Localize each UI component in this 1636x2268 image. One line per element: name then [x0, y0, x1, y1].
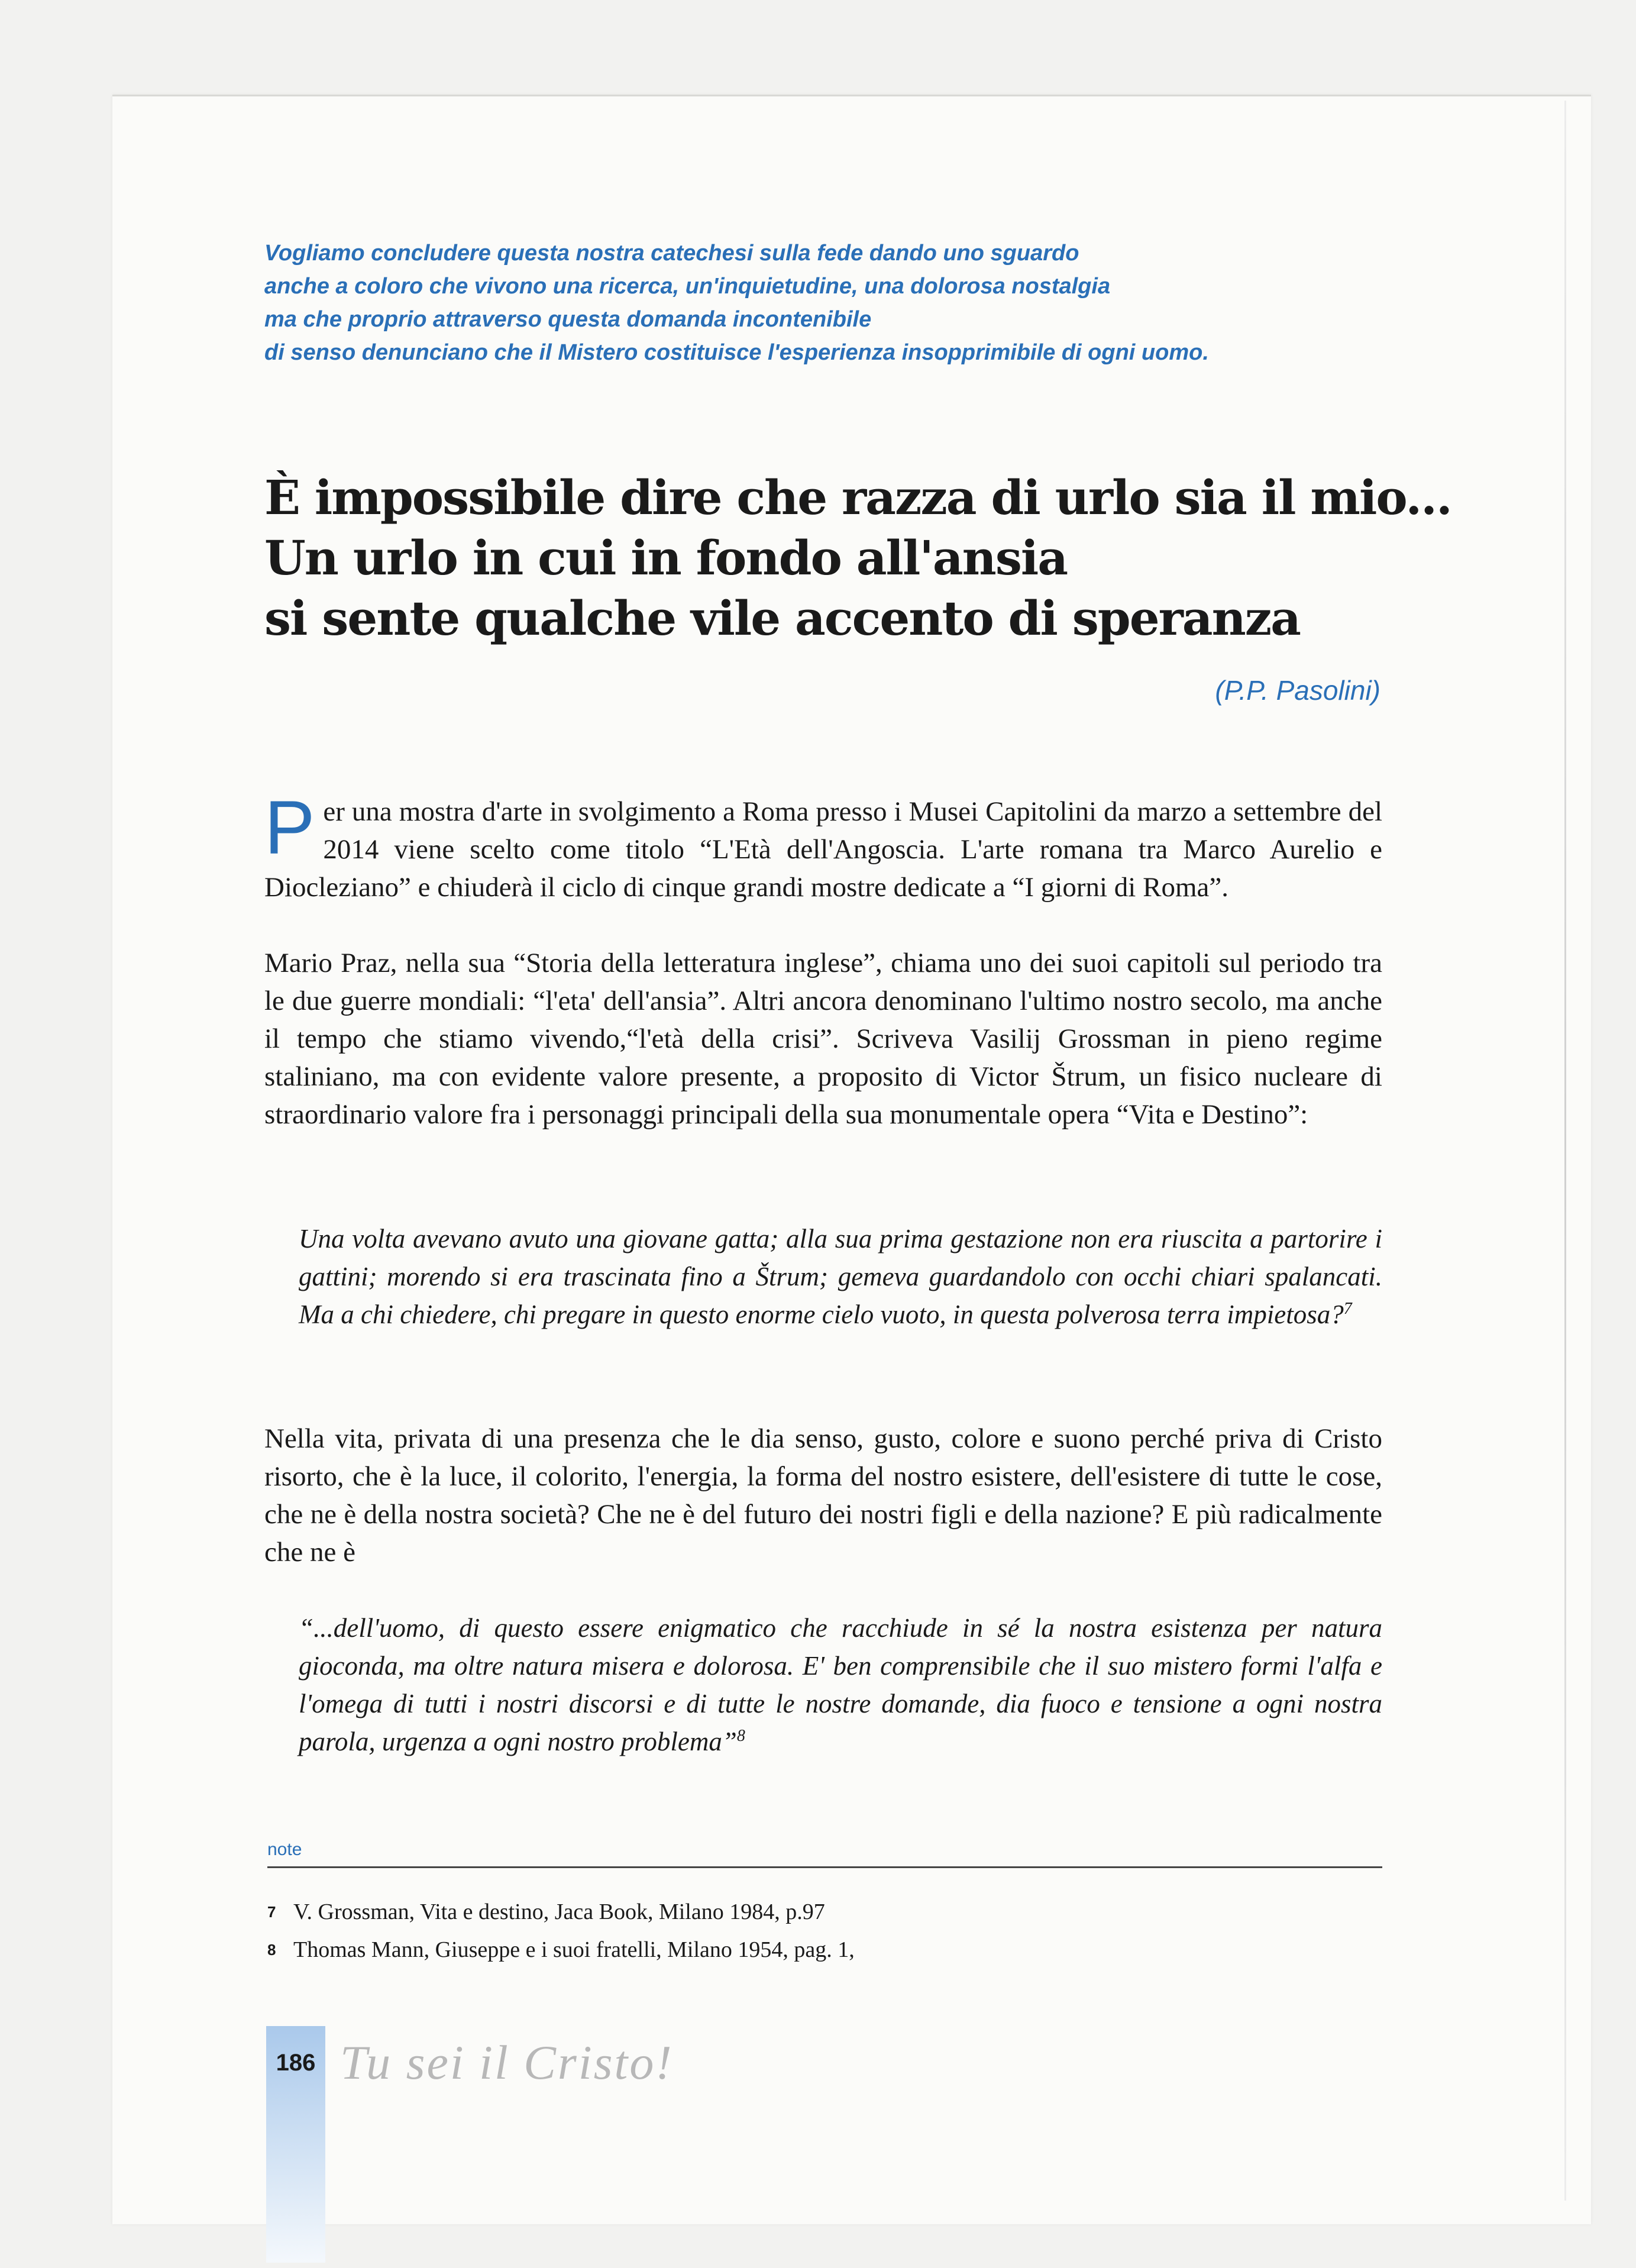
footnote-number: 7	[267, 1903, 276, 1921]
intro-line: Vogliamo concludere questa nostra catechesi sulla fede dando uno sguardo	[264, 241, 1079, 266]
intro-line: ma che proprio attraverso questa domanda incontenibile	[264, 307, 872, 332]
intro-line: anche a coloro che vivono una ricerca, un'inquietudine, una dolorosa nostalgia	[264, 274, 1111, 299]
body-paragraph-1	[264, 786, 1382, 906]
footnote-item	[267, 1931, 1382, 1969]
body-paragraph-2: Mario Praz, nella sua “Storia della letteratura inglese”, chiama uno dei suoi capitoli sul periodo tra le due guerre mondiali: “l'eta' dell'ansia”. Altri ancora denominano l'ultimo nostro secolo, ma anche il tempo che stiamo vivendo,“l'età della crisi”. Scriveva Vasilij Grossman in pieno regime staliniano, ma con evidente valore presente, a proposito di Victor Štrum, un fisico nucleare di straordinario valore fra i personaggi principali della sua monumentale opera “Vita e Destino”:	[264, 948, 1382, 1130]
notes-label: note	[267, 1840, 302, 1859]
footnote-text: Thomas Mann, Giuseppe e i suoi fratelli, Milano 1954, pag. 1,	[293, 1937, 855, 1962]
intro-paragraph	[264, 237, 1270, 369]
quote-text: Una volta avevano avuto una giovane gatta; alla sua prima gestazione non era riuscita a partorire i gattini; morendo si era trascinata fino a Štrum; gemeva guardandolo con occhi chiari spalancati. Ma a chi chiedere, chi pregare in questo enorme cielo vuoto, in questa polverosa terra impietosa?	[299, 1224, 1382, 1329]
footnote-number: 8	[267, 1941, 276, 1959]
title-line: Un urlo in cui in fondo all'ansia	[264, 530, 1068, 586]
page-edge	[112, 95, 1591, 96]
block-quote-2	[299, 1609, 1382, 1760]
block-quote-1	[299, 1220, 1382, 1333]
title-line: È impossibile dire che razza di urlo sia il mio...	[264, 470, 1451, 525]
title-attribution: (P.P. Pasolini)	[1215, 675, 1380, 706]
intro-line: di senso denunciano che il Mistero costituisce l'esperienza insopprimibile di ogni uomo.	[264, 340, 1209, 365]
footnotes-list	[267, 1893, 1382, 1969]
page-number: 186	[276, 2050, 316, 2076]
drop-cap: P	[264, 786, 315, 870]
title-line: si sente qualche vile accento di speranza	[264, 590, 1301, 646]
footnote-ref: 7	[1343, 1300, 1352, 1318]
article-title	[264, 467, 1451, 648]
footnote-item	[267, 1893, 1382, 1931]
page-fold-line	[1564, 101, 1566, 2201]
notes-divider	[267, 1866, 1382, 1868]
footnote-text: V. Grossman, Vita e destino, Jaca Book, Milano 1984, p.97	[293, 1899, 825, 1924]
body-paragraph-3: Nella vita, privata di una presenza che le dia senso, gusto, colore e suono perché priva di Cristo risorto, che è la luce, il colorito, l'energia, la forma del nostro esistere, dell'esistere di tutte le cose, che ne è della nostra società? Che ne è del futuro dei nostri figli e della nazione? E più radicalmente che ne è	[264, 1423, 1382, 1568]
paragraph-text: er una mostra d'arte in svolgimento a Roma presso i Musei Capitolini da marzo a settembre del 2014 viene scelto come titolo “L'Età dell'Angoscia. L'arte romana tra Marco Aurelio e Diocleziano” e chiuderà il ciclo di cinque grandi mostre dedicate a “I giorni di Roma”.	[264, 796, 1382, 903]
footnote-ref: 8	[736, 1727, 745, 1745]
running-footer-title: Tu sei il Cristo!	[340, 2036, 674, 2089]
quote-text: “...dell'uomo, di questo essere enigmatico che racchiude in sé la nostra esistenza per natura gioconda, ma oltre natura misera e dolorosa. E' ben comprensibile che il suo mistero formi l'alfa e l'omega di tutti i nostri discorsi e di tutte le nostre domande, dia fuoco e tensione a ogni nostra parola, urgenza a ogni nostro problema”	[299, 1613, 1382, 1756]
